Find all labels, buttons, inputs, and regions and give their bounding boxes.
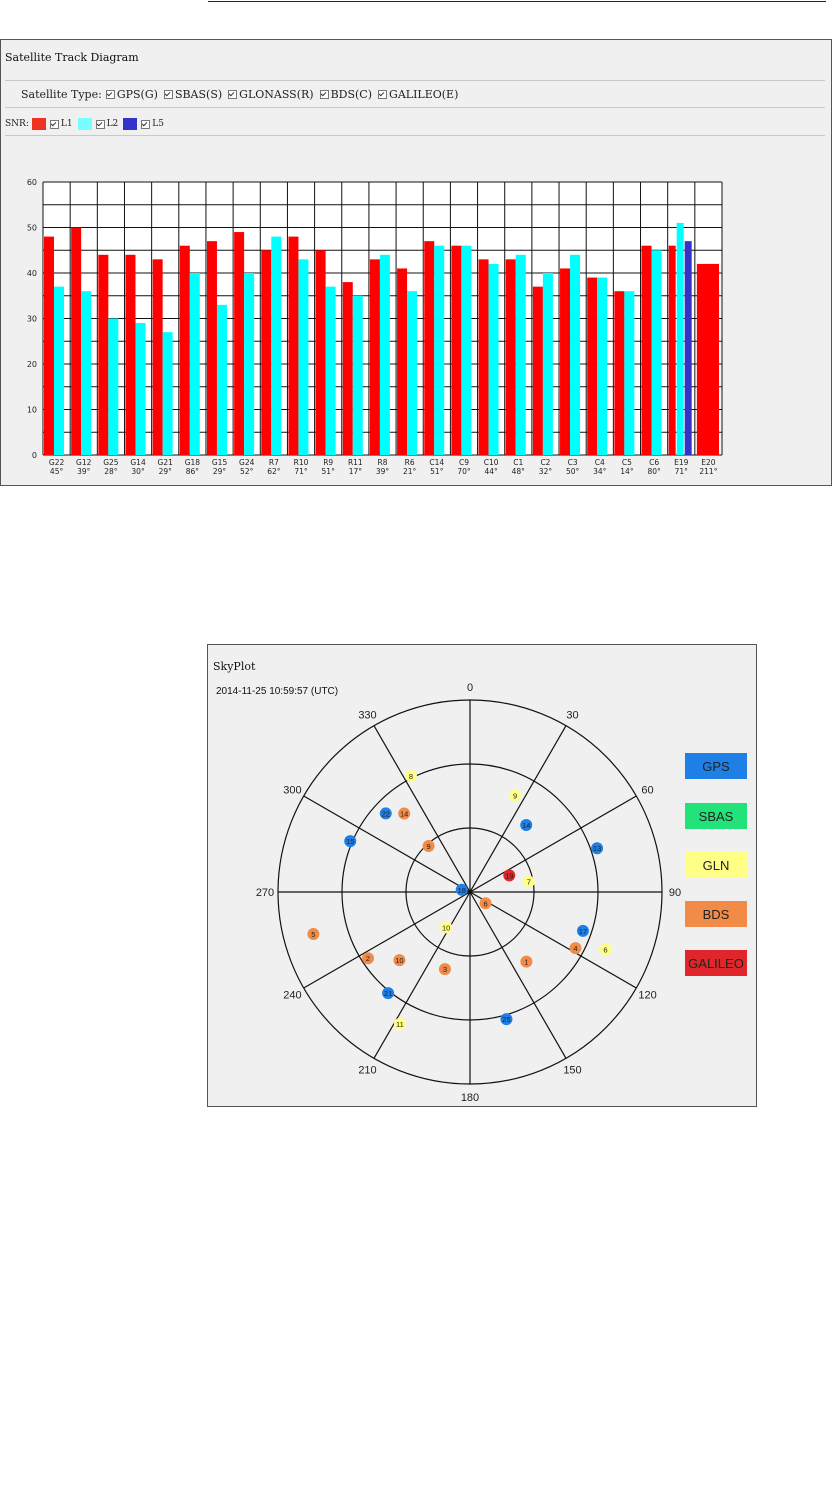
bar-l2: [516, 255, 526, 455]
x-tick-label: G21: [157, 458, 173, 467]
bar-l2: [190, 273, 200, 455]
satellite-marker: [569, 942, 581, 954]
x-tick-label: E19: [674, 458, 689, 467]
satellite-id: 6: [483, 899, 488, 909]
bar-l2: [298, 259, 308, 455]
bar-l2: [407, 291, 417, 455]
satellite-marker: [523, 876, 535, 888]
bar-l2: [543, 273, 553, 455]
satellite-id: 15: [346, 837, 355, 847]
x-tick-label: R11: [347, 458, 363, 467]
x-tick-label: R10: [293, 458, 309, 467]
bar-l2: [217, 305, 227, 455]
bar-l2: [570, 255, 580, 455]
top-rule: [208, 1, 826, 2]
x-tick-elevation: 17°: [348, 467, 362, 476]
x-tick-label: G22: [48, 458, 65, 467]
bar-l1: [424, 241, 434, 455]
skyplot-title: SkyPlot: [213, 660, 256, 673]
legend-item-bds: BDS: [685, 901, 747, 927]
glonass-checkbox-label[interactable]: GLONASS(R): [239, 88, 314, 101]
bds-checkbox-label[interactable]: BDS(C): [330, 88, 373, 101]
skyplot-timestamp: 2014-11-25 10:59:57 (UTC): [216, 686, 339, 697]
bar-l1: [207, 241, 217, 455]
y-tick-label: 20: [26, 360, 37, 369]
azimuth-label: 270: [255, 887, 275, 899]
l1-checkbox-label[interactable]: L1: [60, 119, 73, 129]
satellite-id: 14: [400, 809, 409, 819]
bar-l1: [587, 278, 597, 455]
bar-l5: [685, 241, 692, 455]
satellite-id: 10: [395, 956, 404, 966]
bar-l2: [434, 246, 444, 455]
azimuth-label: 120: [638, 989, 657, 1002]
x-tick-elevation: 39°: [77, 467, 91, 476]
x-tick-label: C4: [594, 458, 605, 467]
bar-l1: [370, 259, 380, 455]
x-tick-elevation: 30°: [131, 467, 145, 476]
bar-l1: [451, 246, 461, 455]
x-tick-label: G24: [239, 458, 255, 467]
bar-l2: [353, 296, 363, 455]
azimuth-label: 150: [563, 1064, 582, 1077]
azimuth-label: 300: [283, 784, 302, 797]
bar-l2: [54, 287, 64, 455]
satellite-marker: [577, 925, 589, 937]
l5-checkbox-label[interactable]: L5: [152, 119, 164, 129]
x-tick-label: C5: [621, 458, 632, 467]
x-tick-label: G15: [211, 458, 228, 467]
x-tick-label: R6: [404, 458, 415, 467]
x-tick-elevation: 62°: [267, 467, 281, 476]
satellite-marker: [380, 807, 392, 819]
azimuth-label: 180: [460, 1092, 480, 1104]
snr-label: SNR:: [5, 119, 29, 129]
azimuth-label: 330: [358, 709, 377, 722]
x-tick-elevation: 32°: [538, 467, 553, 476]
azimuth-spoke: [470, 892, 566, 1058]
x-tick-elevation: 86°: [185, 467, 200, 476]
azimuth-label: 30: [566, 709, 579, 722]
legend-item-gps: GPS: [685, 753, 747, 779]
bar-l2: [624, 291, 634, 455]
bar-l2: [597, 278, 607, 455]
legend-item-galileo: GALILEO: [685, 950, 747, 976]
bar-l1: [560, 268, 570, 455]
x-tick-elevation: 28°: [104, 467, 118, 476]
x-tick-label: G14: [130, 458, 146, 467]
satellite-marker: [405, 770, 417, 782]
x-tick-elevation: 71°: [674, 467, 688, 476]
satellite-id: 9: [426, 842, 431, 852]
x-tick-label: C6: [649, 458, 660, 467]
bar-l1: [479, 259, 489, 455]
sbas-checkbox-label[interactable]: SBAS(S): [174, 88, 223, 101]
skyplot-polar-chart: [208, 645, 756, 1106]
satellite-marker: [440, 921, 452, 933]
satellite-id: 21: [383, 989, 393, 999]
galileo-checkbox-label[interactable]: GALILEO(E): [389, 88, 459, 101]
x-tick-elevation: 29°: [212, 467, 227, 476]
satellite-marker: [439, 963, 451, 975]
satellite-id: 11: [395, 1019, 404, 1029]
x-tick-elevation: 70°: [457, 467, 471, 476]
satellite-id: 17: [578, 926, 588, 936]
bar-l1: [71, 228, 81, 456]
gps-checkbox-label[interactable]: GPS(G): [116, 88, 158, 101]
satellite-marker: [394, 1018, 406, 1030]
bar-l1: [261, 250, 271, 455]
satellite-type-label: Satellite Type:: [21, 88, 102, 101]
satellite-marker: [591, 842, 603, 854]
x-tick-elevation: 48°: [511, 467, 525, 476]
satellite-id: 2: [365, 954, 371, 964]
bar-l2: [461, 246, 471, 455]
satellite-marker: [480, 897, 492, 909]
bar-l2: [677, 223, 684, 455]
x-tick-elevation: 211°: [699, 467, 718, 476]
bar-l2: [326, 287, 336, 455]
azimuth-spoke: [470, 796, 636, 892]
y-tick-label: 60: [26, 178, 37, 187]
azimuth-label: 0: [466, 682, 474, 694]
satellite-id: 3: [442, 965, 448, 975]
x-tick-elevation: 51°: [430, 467, 444, 476]
bar-l1: [642, 246, 652, 455]
skyplot-panel: [207, 644, 757, 1107]
x-tick-label: G12: [76, 458, 92, 467]
satellite-id: 13: [592, 844, 602, 854]
azimuth-label: 90: [668, 887, 682, 899]
x-tick-label: R8: [377, 458, 388, 467]
satellite-marker: [599, 944, 611, 956]
x-tick-label: C9: [458, 458, 469, 467]
x-tick-label: C1: [513, 458, 524, 467]
x-tick-elevation: 52°: [240, 467, 254, 476]
bar-l2: [244, 273, 254, 455]
bar-l2: [108, 319, 118, 456]
bar-l1: [288, 237, 298, 455]
x-tick-elevation: 45°: [49, 467, 64, 476]
satellite-marker: [520, 956, 532, 968]
y-tick-label: 50: [26, 223, 37, 233]
bar-l1: [153, 259, 163, 455]
x-tick-label: C3: [567, 458, 578, 467]
y-tick-label: 30: [26, 314, 37, 324]
y-tick-label: 0: [31, 451, 37, 460]
satellite-id: 9: [512, 791, 518, 801]
satellite-marker: [423, 840, 435, 852]
satellite-marker: [393, 954, 405, 966]
x-tick-elevation: 50°: [565, 467, 580, 476]
azimuth-label: 60: [641, 784, 654, 797]
satellite-marker: [344, 835, 356, 847]
azimuth-label: 210: [358, 1064, 377, 1077]
x-tick-label: R7: [268, 458, 279, 467]
satellite-marker: [398, 808, 410, 820]
x-tick-elevation: 80°: [647, 467, 661, 476]
satellite-marker: [362, 952, 374, 964]
legend-item-sbas: SBAS: [685, 803, 747, 829]
bar-l1: [397, 268, 407, 455]
x-tick-label: C10: [483, 458, 499, 467]
x-tick-label: C14: [429, 458, 445, 467]
satellite-id: 6: [603, 945, 608, 955]
bar-l1: [125, 255, 135, 455]
satellite-id: 10: [441, 923, 451, 933]
satellite-id: 1: [524, 957, 529, 967]
x-tick-elevation: 14°: [620, 467, 634, 476]
bar-l1: [343, 282, 353, 455]
x-tick-elevation: 39°: [375, 467, 390, 476]
x-tick-elevation: 51°: [321, 467, 335, 476]
satellite-marker: [456, 884, 468, 896]
bar-l1: [44, 237, 54, 455]
x-tick-label: R9: [323, 458, 334, 467]
y-tick-label: 40: [26, 269, 37, 278]
l2-checkbox-label[interactable]: L2: [106, 119, 119, 129]
bar-l1: [669, 246, 676, 455]
satellite-id: 25: [502, 1015, 511, 1025]
y-tick-label: 10: [26, 405, 37, 415]
bar-l2: [81, 291, 91, 455]
azimuth-spoke: [470, 892, 636, 988]
satellite-id: 18: [457, 885, 466, 895]
x-tick-elevation: 21°: [403, 467, 417, 476]
x-tick-elevation: 71°: [294, 467, 308, 476]
satellite-id: 19: [505, 871, 514, 881]
x-tick-elevation: 44°: [484, 467, 498, 476]
bar-l1: [533, 287, 543, 455]
satellite-track-panel: [0, 39, 832, 486]
satellite-marker: [503, 869, 515, 881]
legend-item-gln: GLN: [685, 852, 747, 878]
bar-l1: [614, 291, 624, 455]
bar-l1: [234, 232, 244, 455]
satellite-marker: [382, 987, 394, 999]
satellite-marker: [520, 819, 532, 831]
panel-title: Satellite Track Diagram: [5, 51, 139, 64]
satellite-id: 5: [311, 929, 316, 939]
azimuth-spoke: [374, 892, 470, 1058]
bar-l2: [163, 332, 173, 455]
x-tick-label: G25: [103, 458, 119, 467]
satellite-id: 8: [408, 772, 414, 782]
satellite-marker: [500, 1013, 512, 1025]
azimuth-spoke: [470, 726, 566, 892]
satellite-marker: [509, 789, 521, 801]
x-tick-elevation: 29°: [158, 467, 172, 476]
bar-l1: [697, 264, 719, 455]
x-tick-label: G18: [184, 458, 201, 467]
satellite-id: 7: [526, 877, 531, 887]
bar-l1: [506, 259, 516, 455]
x-tick-label: C2: [540, 458, 551, 467]
satellite-id: 22: [381, 809, 390, 819]
bar-l1: [180, 246, 190, 455]
satellite-id: 14: [522, 820, 531, 830]
x-tick-label: E20: [701, 458, 716, 467]
bar-l1: [316, 250, 326, 455]
bar-l2: [380, 255, 390, 455]
bar-l2: [135, 323, 145, 455]
azimuth-label: 240: [283, 989, 302, 1002]
bar-l2: [652, 250, 662, 455]
bar-l1: [98, 255, 108, 455]
bar-l2: [271, 237, 281, 455]
bar-l2: [489, 264, 499, 455]
x-tick-elevation: 34°: [593, 467, 607, 476]
satellite-marker: [307, 928, 319, 940]
snr-bar-chart: [1, 40, 831, 485]
satellite-id: 4: [573, 944, 578, 954]
